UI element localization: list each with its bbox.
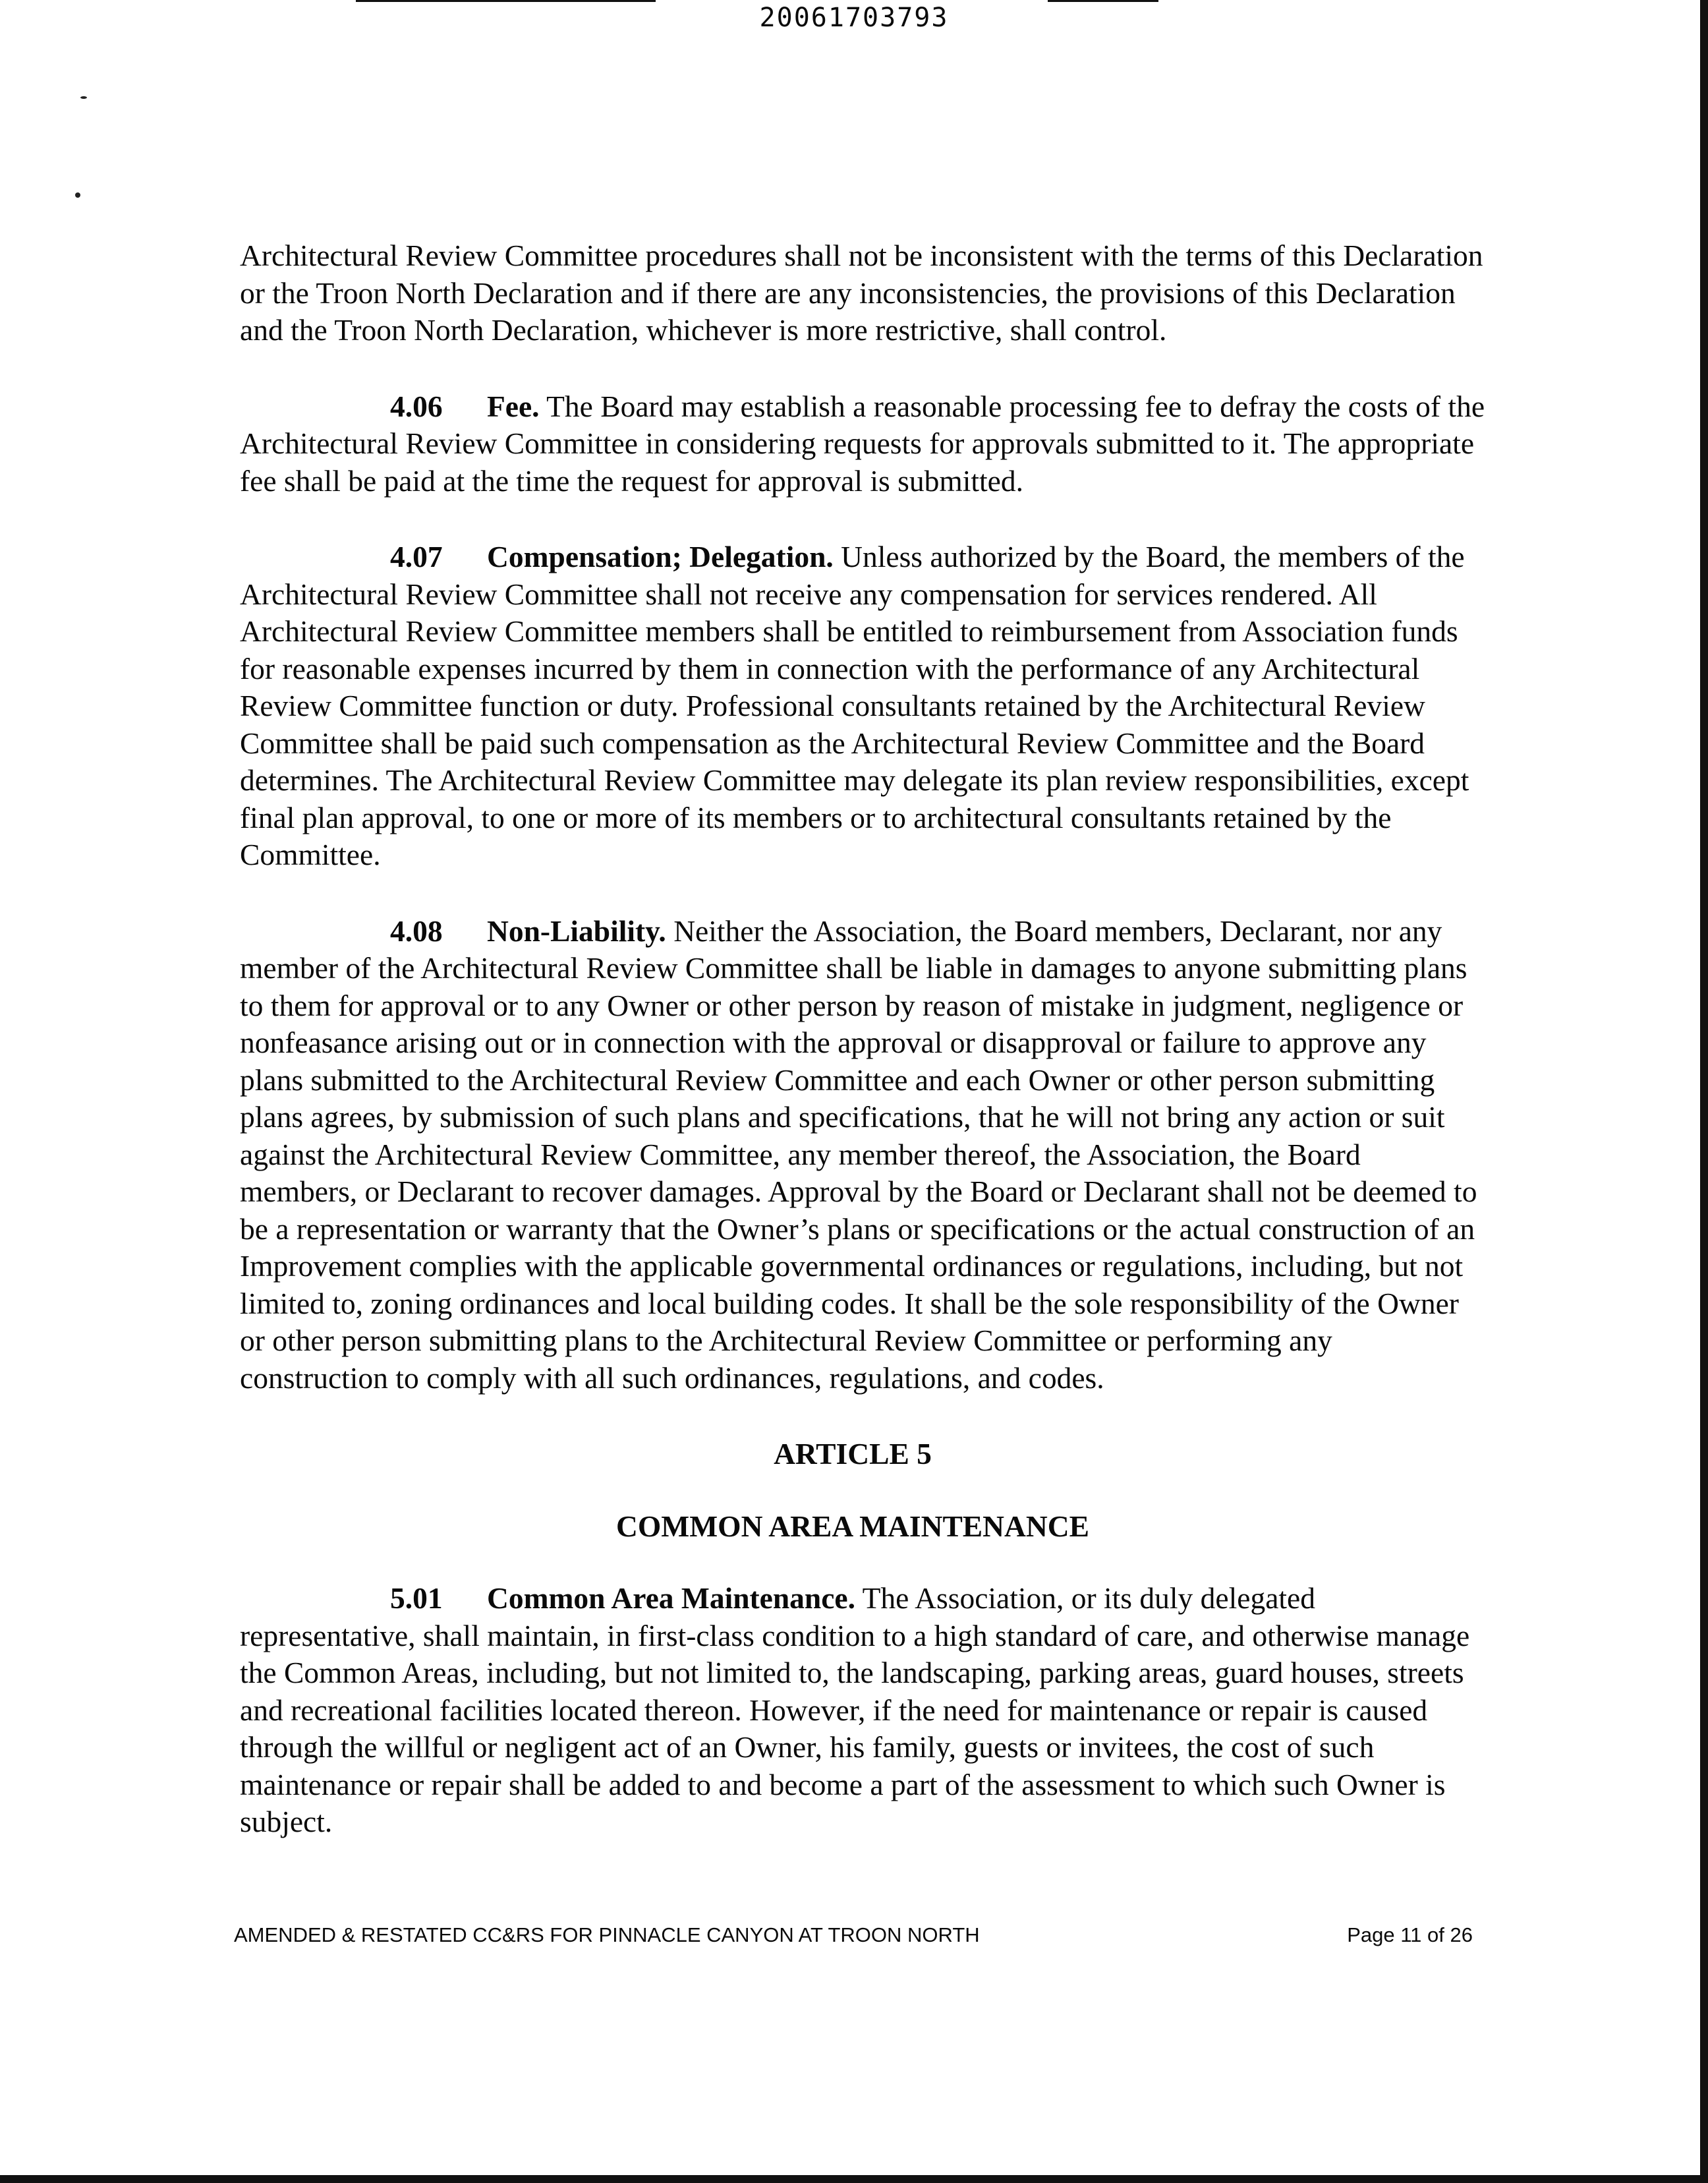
scan-border-bottom xyxy=(0,2175,1708,2183)
section-5-01 xyxy=(240,1580,1485,1841)
document-number: 20061703793 xyxy=(759,3,949,33)
scan-mark-top-left xyxy=(356,0,656,2)
article-title: COMMON AREA MAINTENANCE xyxy=(616,1509,1089,1543)
document-body xyxy=(240,237,1485,1880)
section-text: The Association, or its duly delegated representative, shall maintain, in first-class condition to a high standard of care, and otherwise manage the Common Areas, including, but not limited to, the landscaping, parking areas, guard houses, streets and recreational facilities located thereon. However, if the need for maintenance or repair is caused through the willful or negligent act of an Owner, his family, guests or invitees, the cost of such maintenance or repair shall be added to and become a part of the assessment to which such Owner is subject. xyxy=(240,1581,1470,1838)
section-text: The Board may establish a reasonable processing fee to defray the costs of the Architectural Review Committee in considering requests for approvals submitted to it. The appropriate fee shall be paid at the time the request for approval is submitted. xyxy=(240,389,1485,498)
scan-mark-top-right xyxy=(1048,0,1158,2)
section-title: Common Area Maintenance. xyxy=(487,1581,855,1615)
section-4-07 xyxy=(240,538,1485,874)
scan-speck xyxy=(75,192,80,198)
footer-document-title: AMENDED & RESTATED CC&RS FOR PINNACLE CANYON AT TROON NORTH xyxy=(234,1923,980,1946)
section-4-08 xyxy=(240,913,1485,1397)
footer-page-number: Page 11 of 26 xyxy=(1347,1923,1473,1946)
section-title: Fee. xyxy=(487,389,540,423)
section-4-06 xyxy=(240,388,1485,500)
scan-border-right xyxy=(1700,0,1708,2183)
scan-speck xyxy=(80,96,87,99)
section-title: Non-Liability. xyxy=(487,914,666,948)
intro-paragraph: Architectural Review Committee procedures shall not be inconsistent with the terms of this Declaration or the Troon North Declaration and if there are any inconsistencies, the provisions of this Declaration and the Troon North Declaration, whichever is more restrictive, shall control. xyxy=(240,239,1483,347)
section-text: Unless authorized by the Board, the members of the Architectural Review Committee shall not receive any compensation for services rendered. All Architectural Review Committee members shall be entitled to reimbursement from Association funds for reasonable expenses incurred by them in connection with the performance of any Architectural Review Committee function or duty. Professional consultants retained by the Architectural Review Committee shall be paid such compensation as the Architectural Review Committee and the Board determines. The Architectural Review Committee may delegate its plan review responsibilities, except final plan approval, to one or more of its members or to architectural consultants retained by the Committee. xyxy=(240,540,1469,871)
section-text: Neither the Association, the Board members, Declarant, nor any member of the Architectural Review Committee shall be liable in damages to anyone submitting plans to them for approval or to any Owner or other person by reason of mistake in judgment, negligence or nonfeasance arising out or in connection with the approval or disapproval or failure to approve any plans submitted to the Architectural Review Committee and each Owner or other person submitting plans agrees, by submission of such plans and specifications, that he will not bring any action or suit against the Architectural Review Committee, any member thereof, the Association, the Board members, or Declarant to recover damages. Approval by the Board or Declarant shall not be deemed to be a representation or warranty that the Owner’s plans or specifications or the actual construction of an Improvement complies with the applicable governmental ordinances or regulations, including, but not limited to, zoning ordinances and local building codes. It shall be the sole responsibility of the Owner or other person submitting plans to the Architectural Review Committee or performing any construction to comply with all such ordinances, regulations, and codes. xyxy=(240,914,1477,1395)
section-title: Compensation; Delegation. xyxy=(487,540,834,573)
section-number: 4.08 xyxy=(390,914,443,948)
article-label: ARTICLE 5 xyxy=(774,1437,932,1470)
section-number: 4.07 xyxy=(390,540,443,573)
section-number: 4.06 xyxy=(390,389,443,423)
section-number: 5.01 xyxy=(390,1581,443,1615)
